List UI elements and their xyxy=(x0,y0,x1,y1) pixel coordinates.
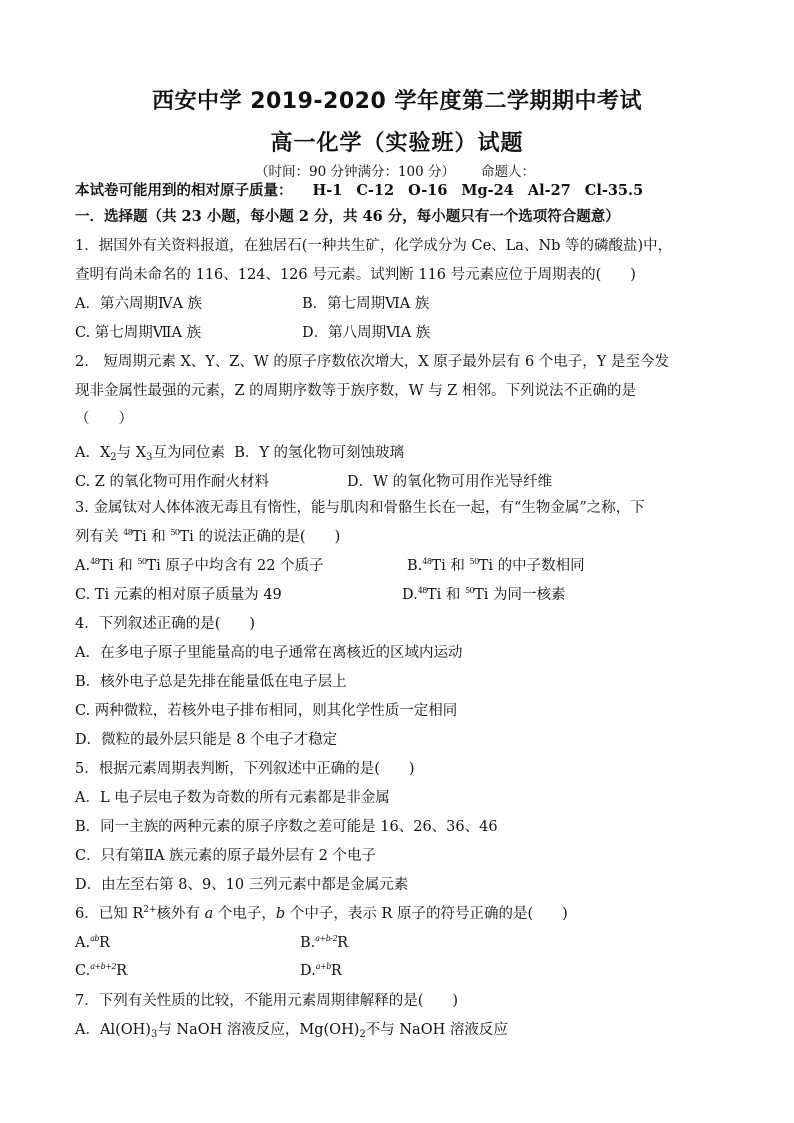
atomic-mass-item: Al-27 xyxy=(527,182,571,199)
q2-stem-line2: 现非金属性最强的元素，Z 的周期序数等于族序数，W 与 Z 相邻。下列说法不正确的是 xyxy=(75,383,636,399)
q2-stem-line3: （ ） xyxy=(75,411,133,427)
q6-stem: 6．已知 $R^{2+}$核外有 a 个电子，b 个中子，表示 R 原子的符号正确的是( ) xyxy=(75,905,568,922)
q2-option-c: C. Z 的氧化物可用作耐火材料 xyxy=(75,474,269,490)
atomic-mass-item: C-12 xyxy=(356,182,395,199)
q3-option-a: A.$^{48}$Ti 和 $^{50}$Ti 原子中均含有 22 个质子 xyxy=(75,557,324,574)
q5-stem: 5．根据元素周期表判断，下列叙述中正确的是( ) xyxy=(75,761,415,777)
atomic-mass-line xyxy=(75,181,643,201)
atomic-mass-list xyxy=(293,182,644,199)
q7-option-a: A．$Al(OH)_3$与 NaOH 溶液反应，$Mg(OH)_2$不与 NaOH 溶液反应 xyxy=(75,1022,508,1040)
author-label: 命题人： xyxy=(481,164,536,180)
q4-option-d: D．微粒的最外层只能是 8 个电子才稳定 xyxy=(75,732,338,748)
q6-option-d: D.$^{a+b}$R xyxy=(300,962,342,979)
atomic-mass-item: O-16 xyxy=(408,182,448,199)
q6-option-c: C.$^{a+b+2}$R xyxy=(75,962,127,979)
q5-option-d: D．由左至右第 8、9、10 三列元素中都是金属元素 xyxy=(75,877,409,893)
q3-stem-line2: 列有关 $^{48}$Ti 和 $^{50}$Ti 的说法正确的是( ) xyxy=(75,528,341,545)
atomic-mass-item: Cl-35.5 xyxy=(584,182,644,199)
q4-option-a: A．在多电子原子里能量高的电子通常在离核近的区域内运动 xyxy=(75,645,463,661)
q4-stem: 4．下列叙述正确的是( ) xyxy=(75,616,256,632)
q4-option-b: B．核外电子总是先排在能量低在电子层上 xyxy=(75,674,347,690)
q2-option-a: A．$X_2$与 $X_3$互为同位素 xyxy=(75,445,225,463)
q2-options-ab xyxy=(75,443,404,463)
atomic-mass-item: Mg-24 xyxy=(461,182,514,199)
q4-option-c: C. 两种微粒，若核外电子排布相同，则其化学性质一定相同 xyxy=(75,703,458,719)
q5-option-b: B．同一主族的两种元素的原子序数之差可能是 16、26、36、46 xyxy=(75,819,498,835)
q3-stem-line1: 3. 金属钛对人体体液无毒且有惰性，能与肌肉和骨骼生长在一起，有“生物金属”之称，下 xyxy=(75,500,645,516)
exam-subtitle: 高一化学（实验班）试题 xyxy=(270,131,524,156)
q6-option-a: A.$^{ab}$R xyxy=(75,934,110,951)
q3-option-c: C. Ti 元素的相对原子质量为 49 xyxy=(75,587,282,603)
q2-option-d: D．W 的氧化物可用作光导纤维 xyxy=(347,474,553,490)
atomic-mass-label: 本试卷可能用到的相对原子质量： xyxy=(75,182,293,199)
q1-option-b: B．第七周期ⅥA 族 xyxy=(302,296,430,312)
exam-meta xyxy=(255,160,535,180)
exam-title: 西安中学 2019-2020 学年度第二学期期中考试 xyxy=(152,89,642,114)
q1-option-c: C. 第七周期ⅦA 族 xyxy=(75,325,202,341)
q1-stem-line1: 1．据国外有关资料报道，在独居石(一种共生矿，化学成分为 Ce、La、Nb 等的磷酸盐)中， xyxy=(75,238,673,254)
q2-option-b: B．Y 的氢化物可刻蚀玻璃 xyxy=(234,445,405,461)
q3-option-b: B.$^{48}$Ti 和 $^{50}$Ti 的中子数相同 xyxy=(407,557,585,574)
q5-option-a: A．L 电子层电子数为奇数的所有元素都是非金属 xyxy=(75,790,390,806)
section-heading: 一．选择题（共 23 小题，每小题 2 分，共 46 分，每小题只有一个选项符合题意） xyxy=(75,208,620,225)
q6-option-b: B.$^{a+b-2}$R xyxy=(300,934,349,951)
atomic-mass-item: H-1 xyxy=(312,182,343,199)
q2-stem-line1: 2. 短周期元素 X、Y、Z、W 的原子序数依次增大，X 原子最外层有 6 个电子，Y 是至今发 xyxy=(75,354,669,370)
q1-option-a: A．第六周期ⅣA 族 xyxy=(75,296,203,312)
time-info: （时间：90 分钟满分：100 分） xyxy=(255,164,456,180)
q5-option-c: C．只有第ⅡA 族元素的原子最外层有 2 个电子 xyxy=(75,848,376,864)
q7-stem: 7．下列有关性质的比较，不能用元素周期律解释的是( ) xyxy=(75,993,459,1009)
q1-option-d: D．第八周期ⅥA 族 xyxy=(302,325,431,341)
q3-option-d: D.$^{48}$Ti 和 $^{50}$Ti 为同一核素 xyxy=(402,586,566,603)
q1-stem-line2: 查明有尚未命名的 116、124、126 号元素。试判断 116 号元素应位于周期表的( ) xyxy=(75,267,636,283)
